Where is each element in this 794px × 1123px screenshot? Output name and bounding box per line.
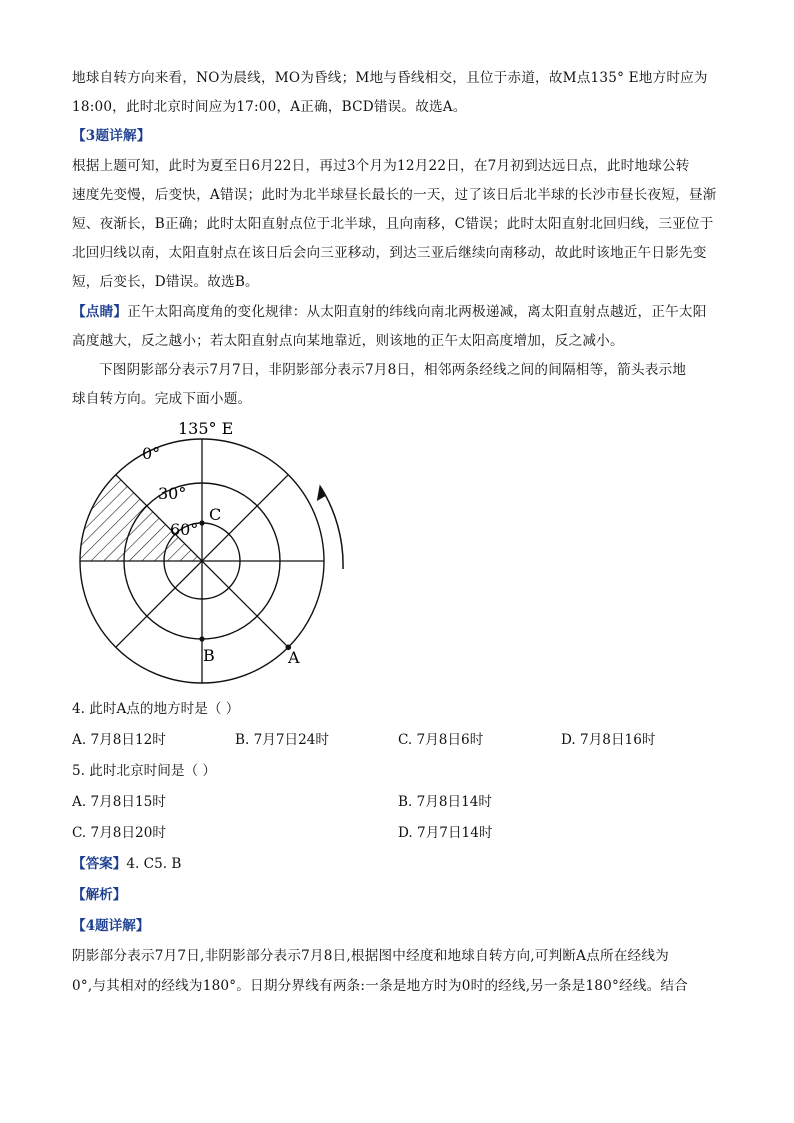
label-135e: 135° E	[178, 419, 234, 439]
q5-text: 5. 此时北京时间是（ ）	[72, 763, 216, 780]
document-page	[72, 64, 724, 1001]
q5-options-row-2	[72, 818, 724, 849]
label-a: A	[288, 648, 300, 668]
q4-option-c: C. 7月8日6时	[398, 732, 484, 749]
rotation-arrowhead-icon	[318, 486, 325, 500]
tip-line-2: 高度越大，反之越小；若太阳直射点向某地靠近，则该地的正午太阳高度增加，反之减小。	[72, 332, 624, 349]
tip-line-1	[72, 298, 724, 327]
tip-header: 【点睛】	[72, 303, 128, 320]
tip-text-1: 正午太阳高度角的变化规律：从太阳直射的纬线向南北两极递减，离太阳直射点越近，正午太阳	[127, 303, 707, 320]
q4-text: 4. 此时A点的地方时是（ ）	[72, 701, 240, 718]
label-b: B	[203, 646, 215, 666]
answer-label: 【答案】	[72, 856, 127, 873]
stem-line-2: 球自转方向。完成下面小题。	[72, 391, 252, 408]
q3-line-1: 根据上题可知，此时为夏至日6月22日，再过3个月为12月22日，在7月初到达远日点，此时地球公转	[72, 157, 690, 174]
q5-option-c: C. 7月8日20时	[72, 825, 166, 842]
polar-diagram	[72, 414, 724, 694]
label-30: 30°	[158, 484, 187, 504]
answer-line	[72, 849, 724, 880]
q4-option-d: D. 7月8日16时	[561, 732, 656, 749]
q3-line-4: 北回归线以南，太阳直射点在该日后会向三亚移动，到达三亚后继续向南移动，故此时该地正午日影先变	[72, 245, 707, 262]
q5-option-b: B. 7月8日14时	[398, 794, 493, 811]
point-c	[199, 521, 204, 526]
label-60: 60°	[170, 520, 199, 540]
intro-line-2: 18:00，此时北京时间应为17:00，A正确，BCD错误。故选A。	[72, 99, 467, 116]
q3-line-3: 短、夜渐长，B正确；此时太阳直射点位于北半球，且向南移，C错误；此时太阳直射北回归线，三亚位于	[72, 216, 714, 233]
q3-line-2: 速度先变慢，后变快，A错误；此时为北半球昼长最长的一天，过了该日后北半球的长沙市昼长夜短，昼渐	[72, 186, 717, 203]
q5-options-row-1	[72, 787, 724, 818]
polar-diagram-svg	[72, 414, 372, 694]
answer-text: 4. C5. B	[126, 856, 182, 873]
stem-line-1: 下图阴影部分表示7月7日，非阴影部分表示7月8日，相邻两条经线之间的间隔相等，箭头表示地	[99, 362, 687, 379]
point-b	[199, 637, 204, 642]
q4-options	[72, 725, 724, 756]
q4-header: 【4题详解】	[72, 918, 150, 935]
q4-option-b: B. 7月7日24时	[235, 732, 330, 749]
q4-line-1: 阴影部分表示7月7日,非阴影部分表示7月8日,根据图中经度和地球自转方向,可判断A点所在经线为	[72, 948, 669, 965]
label-0: 0°	[142, 444, 161, 464]
intro-line-1: 地球自转方向来看，NO为晨线，MO为昏线；M地与昏线相交，且位于赤道，故M点135° E地方时应为	[72, 70, 708, 86]
q3-header: 【3题详解】	[72, 128, 151, 145]
analysis-label: 【解析】	[72, 887, 127, 904]
q3-line-5: 短，后变长，D错误。故选B。	[72, 274, 259, 291]
q5-option-d: D. 7月7日14时	[398, 825, 493, 842]
q4-option-a: A. 7月8日12时	[72, 732, 166, 749]
q5-option-a: A. 7月8日15时	[72, 794, 166, 811]
q4-line-2: 0°,与其相对的经线为180°。日期分界线有两条:一条是地方时为0时的经线,另一条是180°经线。结合	[72, 977, 688, 994]
label-c: C	[209, 505, 222, 525]
